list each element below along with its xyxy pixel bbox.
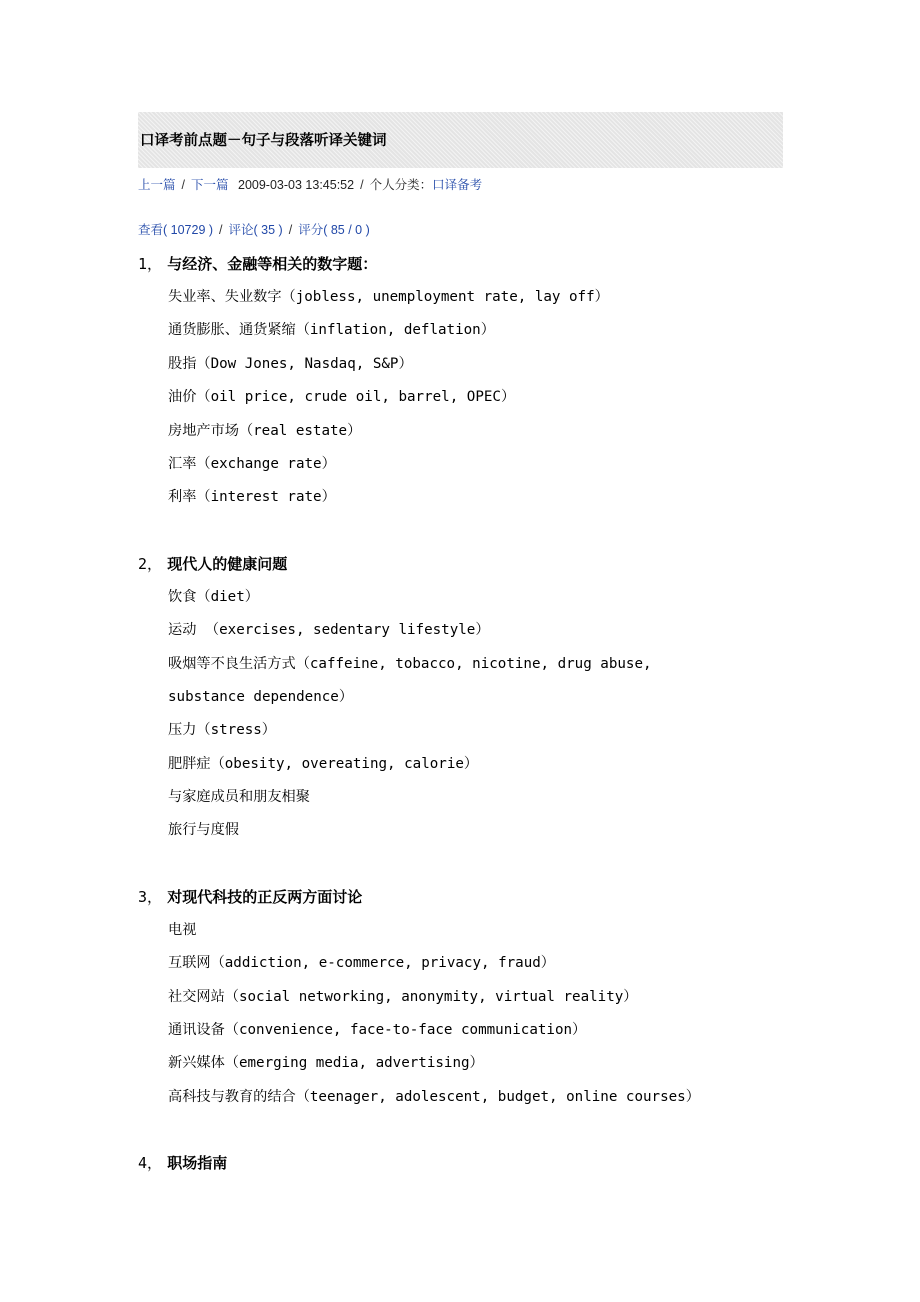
comments-link[interactable]: 评论( 35 ) (228, 223, 283, 237)
list-item: 饮食（diet） (168, 588, 259, 605)
rating-link[interactable]: 评分( 85 / 0 ) (298, 223, 370, 237)
section-number: 4， (138, 1154, 163, 1173)
post-meta-line (138, 175, 482, 193)
list-item: 房地产市场（real estate） (168, 422, 362, 439)
list-item: substance dependence） (168, 688, 354, 705)
section-4 (138, 1151, 798, 1184)
list-item: 汇率（exchange rate） (168, 455, 336, 472)
section-spacer (138, 852, 798, 885)
section-heading-text: 职场指南 (167, 1154, 228, 1173)
list-item: 互联网（addiction, e-commerce, privacy, fraud） (168, 955, 555, 972)
separator: / (360, 178, 364, 192)
views-link[interactable]: 查看( 10729 ) (138, 223, 214, 237)
section-2 (138, 552, 798, 852)
list-item: 肥胖症（obesity, overeating, calorie） (168, 755, 479, 772)
list-item: 新兴媒体（emerging media, advertising） (168, 1055, 484, 1072)
section-spacer (138, 1118, 798, 1151)
article-title: 口译考前点题－句子与段落听译关键词 (140, 133, 387, 149)
section-number: 2， (138, 554, 163, 573)
section-heading-text: 现代人的健康问题 (167, 554, 288, 573)
section-heading (138, 1151, 798, 1184)
list-item: 通讯设备（convenience, face-to-face communication） (168, 1022, 587, 1039)
list-item: 利率（interest rate） (168, 489, 336, 506)
next-post-link[interactable]: 下一篇 (191, 178, 229, 192)
prev-post-link[interactable]: 上一篇 (138, 178, 176, 192)
list-item: 股指（Dow Jones, Nasdaq, S&P） (168, 355, 413, 372)
section-heading (138, 885, 798, 918)
list-item: 压力（stress） (168, 722, 276, 739)
list-item: 吸烟等不良生活方式（caffeine, tobacco, nicotine, drug abuse, (168, 655, 652, 672)
separator: / (288, 223, 293, 237)
article-body (138, 252, 798, 1184)
section-heading (138, 552, 798, 585)
section-3 (138, 885, 798, 1118)
list-item: 旅行与度假 (168, 822, 239, 839)
section-number: 3， (138, 887, 163, 906)
separator: / (219, 223, 223, 237)
separator: / (181, 178, 185, 192)
list-item: 油价（oil price, crude oil, barrel, OPEC） (168, 389, 516, 406)
list-item: 电视 (168, 921, 197, 938)
list-item: 运动 （exercises, sedentary lifestyle） (168, 622, 490, 639)
section-heading (138, 252, 798, 285)
category-label: 个人分类： (369, 178, 433, 192)
list-item: 通货膨胀、通货紧缩（inflation, deflation） (168, 322, 495, 339)
list-item: 与家庭成员和朋友相聚 (168, 789, 310, 806)
list-item: 失业率、失业数字（jobless, unemployment rate, lay off） (168, 289, 609, 305)
section-spacer (138, 519, 798, 552)
section-number: 1， (138, 255, 163, 273)
post-datetime: 2009-03-03 13:45:52 (238, 178, 355, 192)
list-item: 社交网站（social networking, anonymity, virtual reality） (168, 988, 638, 1005)
section-heading-text: 与经济、金融等相关的数字题： (167, 255, 378, 273)
post-stats-line (138, 220, 370, 238)
title-bar (138, 112, 783, 168)
list-item: 高科技与教育的结合（teenager, adolescent, budget, online courses） (168, 1088, 700, 1105)
section-1 (138, 252, 798, 519)
section-heading-text: 对现代科技的正反两方面讨论 (167, 887, 363, 906)
category-link[interactable]: 口译备考 (432, 178, 483, 192)
